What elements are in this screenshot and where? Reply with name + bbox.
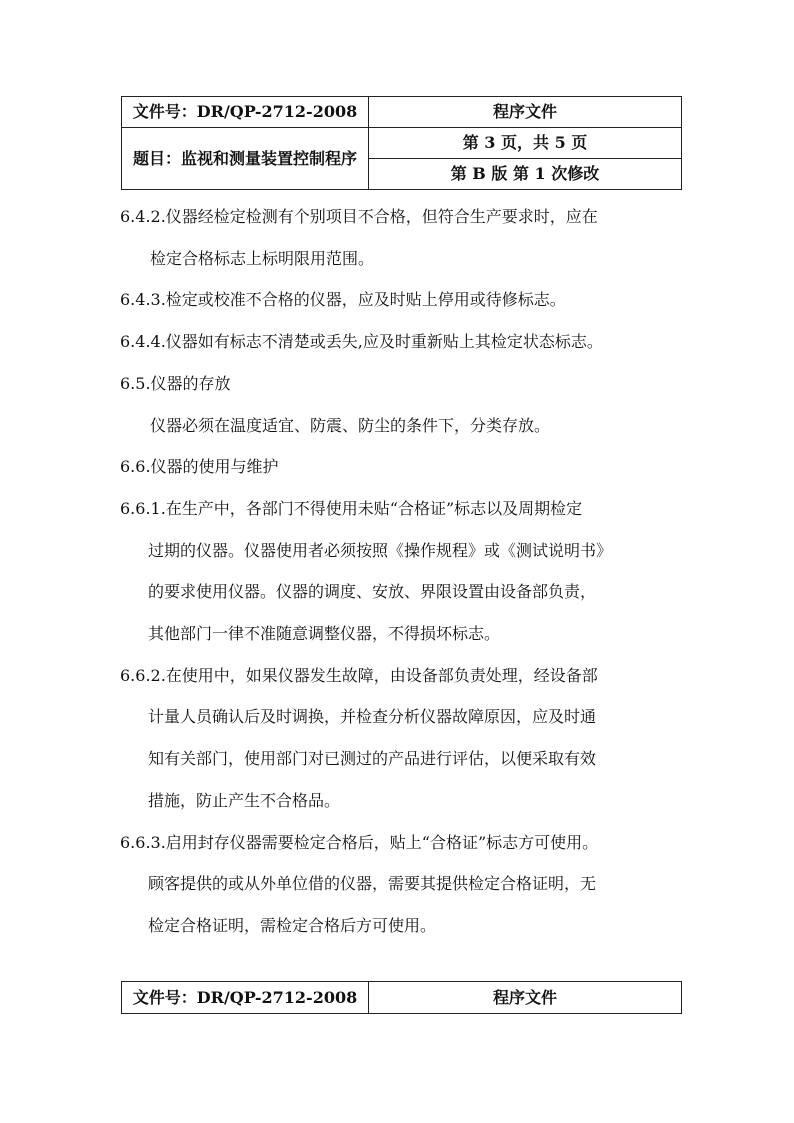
paragraph-6-5-body: 仪器必须在温度适宜、防震、防尘的条件下，分类存放。 [150, 415, 551, 435]
paragraph-6-6-3-line1: 6.6.3.启用封存仪器需要检定合格后，贴上“合格证”标志方可使用。 [120, 832, 599, 852]
paragraph-6-6-2-line3: 知有关部门，使用部门对已测过的产品进行评估，以便采取有效 [148, 749, 597, 769]
doc-title-cell: 题目：监视和测量装置控制程序 [122, 128, 369, 190]
paragraph-6-6-2-line2: 计量人员确认后及时调换，并检查分析仪器故障原因，应及时通 [148, 707, 597, 727]
document-header-table [121, 96, 682, 190]
doc-type-cell: 程序文件 [369, 982, 682, 1014]
paragraph-6-6-1-line3: 的要求使用仪器。仪器的调度、安放、界限设置由设备部负责， [148, 582, 597, 602]
doc-type-cell: 程序文件 [369, 97, 682, 128]
doc-number-cell: 文件号：DR/QP-2712-2008 [122, 97, 369, 128]
paragraph-6-4-3: 6.4.3.检定或校准不合格的仪器，应及时贴上停用或待修标志。 [120, 290, 566, 310]
heading-6-6: 6.6.仪器的使用与维护 [120, 457, 279, 477]
paragraph-6-6-2-line4: 措施，防止产生不合格品。 [148, 790, 341, 810]
paragraph-6-6-1-line1: 6.6.1.在生产中，各部门不得使用未贴“合格证”标志以及周期检定 [120, 498, 583, 518]
document-body [120, 196, 690, 947]
paragraph-6-6-3-line3: 检定合格证明，需检定合格后方可使用。 [148, 915, 437, 935]
heading-6-5: 6.5.仪器的存放 [120, 373, 231, 393]
version-cell: 第 B 版 第 1 次修改 [369, 159, 682, 190]
paragraph-6-4-2-line1: 6.4.2.仪器经检定检测有个别项目不合格，但符合生产要求时，应在 [120, 207, 598, 226]
paragraph-6-6-1-line4: 其他部门一律不准随意调整仪器，不得损坏标志。 [148, 624, 501, 644]
paragraph-6-6-1-line2: 过期的仪器。仪器使用者必须按照《操作规程》或《测试说明书》 [148, 540, 613, 560]
next-page-header-table [121, 981, 682, 1014]
paragraph-6-6-2-line1: 6.6.2.在使用中，如果仪器发生故障，由设备部负责处理，经设备部 [120, 665, 598, 685]
page-count-cell: 第 3 页，共 5 页 [369, 128, 682, 159]
paragraph-6-6-3-line2: 顾客提供的或从外单位借的仪器，需要其提供检定合格证明，无 [148, 874, 597, 894]
paragraph-6-4-4: 6.4.4.仪器如有标志不清楚或丢失,应及时重新贴上其检定状态标志。 [120, 332, 603, 352]
paragraph-6-4-2-line2: 检定合格标志上标明限用范围。 [150, 248, 375, 268]
doc-number-cell: 文件号：DR/QP-2712-2008 [122, 982, 369, 1014]
